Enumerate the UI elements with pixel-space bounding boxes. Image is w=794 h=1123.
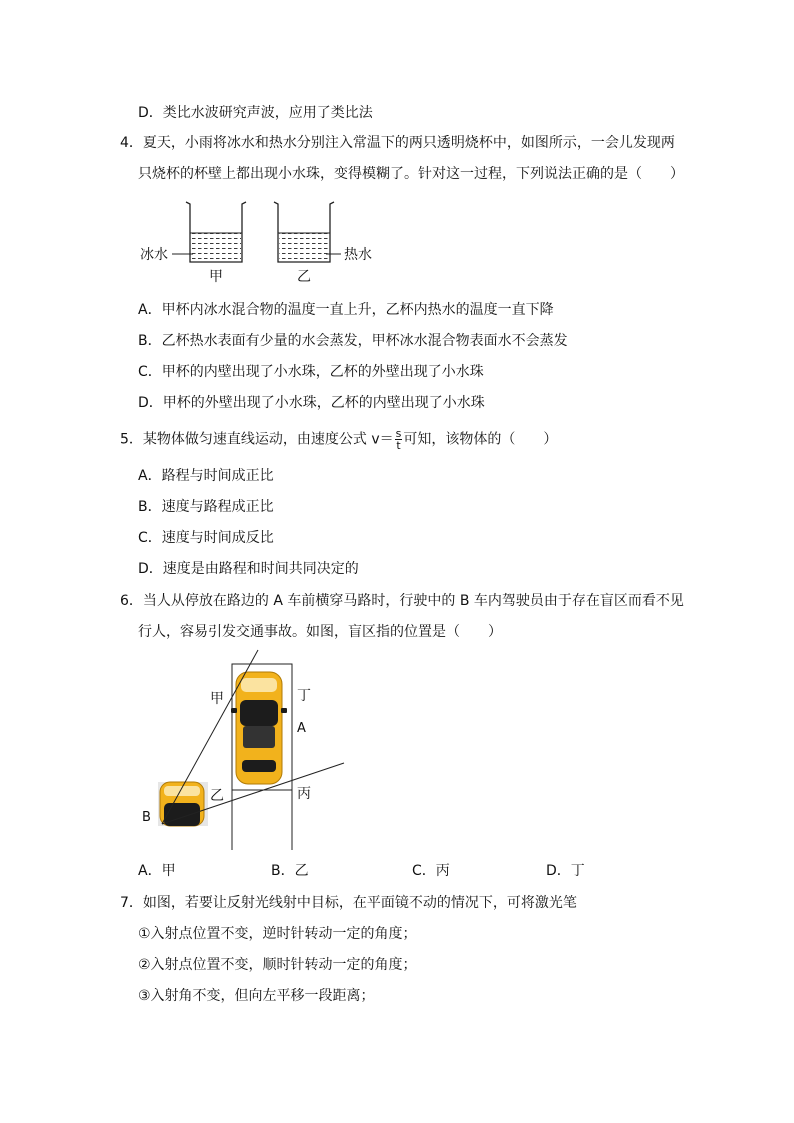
q6-option-b: B．乙 (271, 863, 309, 879)
q5-option-d: D．速度是由路程和时间共同决定的 (138, 561, 359, 577)
fraction-denominator: t (396, 439, 401, 452)
car-a-label: A (297, 721, 306, 736)
region-jia-label: 甲 (210, 691, 224, 707)
beaker-yi (274, 202, 334, 262)
q4-beaker-figure (138, 196, 388, 286)
q7-stem: 7．如图，若要让反射光线射中目标，在平面镜不动的情况下，可将激光笔 (120, 895, 577, 911)
q5-stem (120, 428, 557, 451)
q5-stem-post: 可知，该物体的（ ） (403, 431, 558, 448)
q5-option-b: B．速度与路程成正比 (138, 499, 274, 515)
q6-stem-line1: 6．当人从停放在路边的 A 车前横穿马路时，行驶中的 B 车内驾驶员由于存在盲区而看不见 (120, 593, 684, 609)
region-bing-label: 丙 (297, 786, 311, 802)
fraction-numerator: s (395, 427, 402, 440)
q6-option-d: D．丁 (546, 863, 585, 879)
q7-item-1: ①入射点位置不变，逆时针转动一定的角度； (138, 926, 417, 942)
region-ding-label: 丁 (297, 688, 311, 704)
q3-option-d: D．类比水波研究声波，应用了类比法 (138, 105, 373, 121)
ice-water-label: 冰水 (140, 247, 168, 263)
q4-option-c: C．甲杯的内壁出现了小水珠，乙杯的外壁出现了小水珠 (138, 364, 484, 380)
q6-blind-spot-figure (130, 648, 370, 853)
q4-stem-line2: 只烧杯的杯壁上都出现小水珠，变得模糊了。针对这一过程，下列说法正确的是（ ） (138, 166, 684, 182)
car-b-label: B (142, 810, 151, 825)
q6-stem-line2: 行人，容易引发交通事故。如图，盲区指的位置是（ ） (138, 624, 502, 640)
q4-option-b: B．乙杯热水表面有少量的水会蒸发，甲杯冰水混合物表面水不会蒸发 (138, 333, 568, 349)
q6-option-c: C．丙 (412, 863, 450, 879)
q5-stem-pre: 5．某物体做匀速直线运动，由速度公式 v＝ (120, 431, 394, 448)
q4-option-a: A．甲杯内冰水混合物的温度一直上升，乙杯内热水的温度一直下降 (138, 302, 554, 318)
car-a-top-view (231, 672, 287, 784)
q7-item-3: ③入射角不变，但向左平移一段距离； (138, 988, 375, 1004)
q5-option-a: A．路程与时间成正比 (138, 468, 274, 484)
q4-stem-line1: 4．夏天，小雨将冰水和热水分别注入常温下的两只透明烧杯中，如图所示，一会儿发现两 (120, 135, 675, 151)
speed-formula-fraction (395, 428, 403, 451)
region-yi-label: 乙 (210, 788, 224, 804)
q7-item-2: ②入射点位置不变，顺时针转动一定的角度； (138, 957, 417, 973)
q6-option-a: A．甲 (138, 863, 176, 879)
hot-water-label: 热水 (344, 247, 372, 263)
q4-option-d: D．甲杯的外壁出现了小水珠，乙杯的内壁出现了小水珠 (138, 395, 485, 411)
q5-option-c: C．速度与时间成反比 (138, 530, 274, 546)
beaker-jia-label: 甲 (209, 269, 223, 285)
beaker-jia (186, 202, 246, 262)
beaker-yi-label: 乙 (297, 269, 311, 285)
car-b-top-view (158, 782, 208, 826)
